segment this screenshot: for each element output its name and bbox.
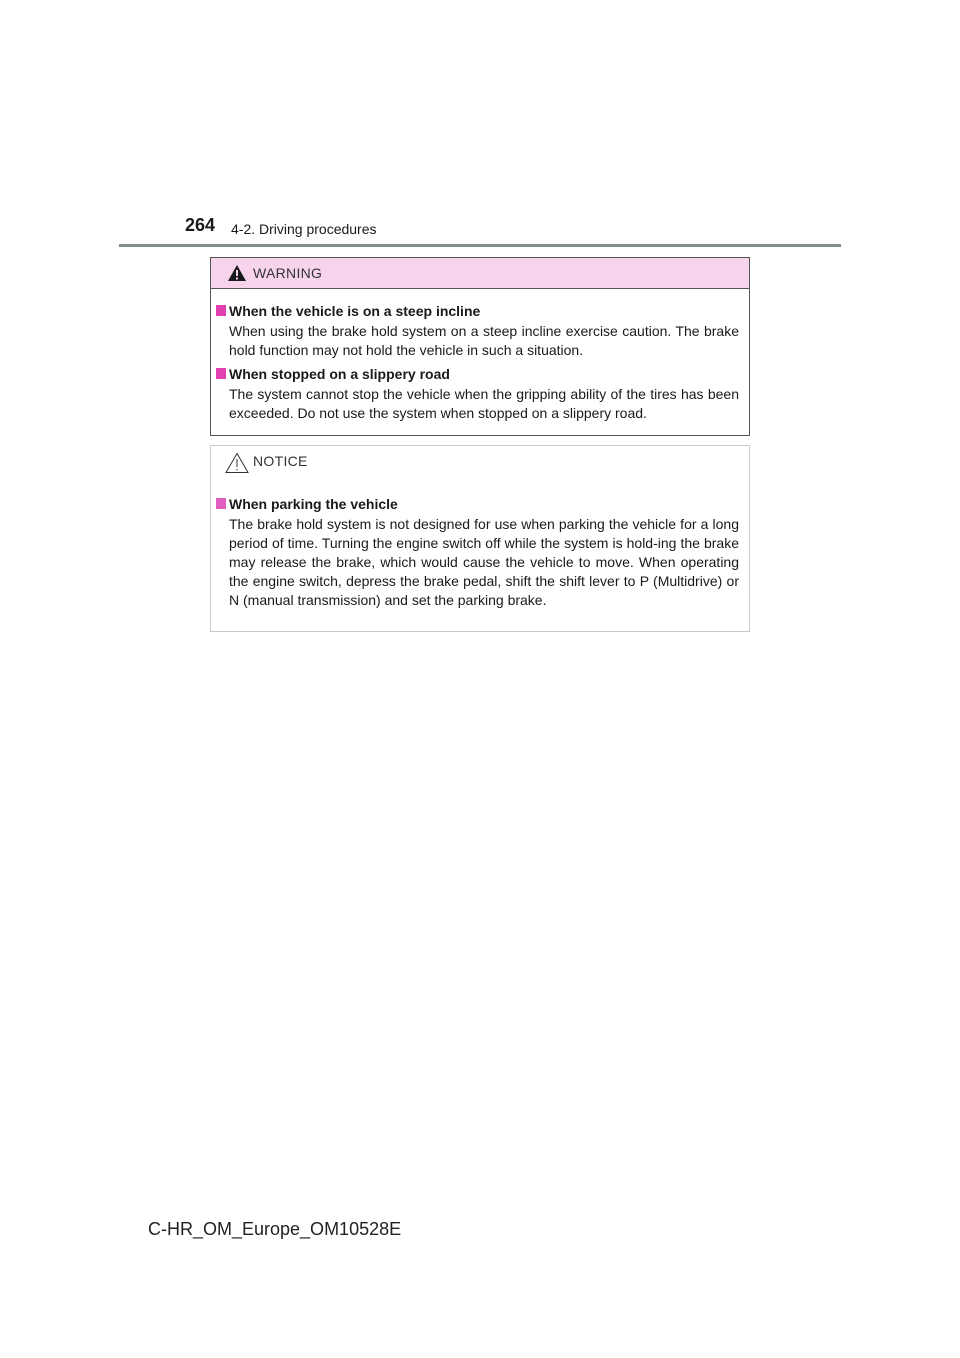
- warning-icon: [227, 264, 247, 282]
- notice-icon: [225, 452, 249, 474]
- warning-item-body: When using the brake hold system on a steep incline exercise caution. The brake hold function may not hold the vehicle in such a situation.: [229, 323, 739, 358]
- warning-box: [210, 257, 750, 436]
- page-number: 264: [185, 215, 216, 235]
- header-rule: [119, 244, 841, 247]
- notice-label: NOTICE: [253, 453, 308, 469]
- notice-item-title: When parking the vehicle: [229, 496, 398, 512]
- bullet-icon: [216, 498, 226, 509]
- document-code: C-HR_OM_Europe_OM10528E: [148, 1219, 402, 1239]
- section-title: 4-2. Driving procedures: [231, 221, 377, 237]
- bullet-icon: [216, 368, 226, 379]
- warning-label: WARNING: [253, 265, 323, 281]
- warning-item-title: When the vehicle is on a steep incline: [229, 303, 481, 319]
- warning-item: [211, 364, 749, 423]
- notice-box: [210, 445, 750, 632]
- notice-item-body: The brake hold system is not designed for use when parking the vehicle for a long period of time. Turning the engine switch off while the system is hold-ing the brake may release the brake, which would cause the vehicle to move. When operating the engine switch, depress the brake pedal, shift the shift lever to P (Multidrive) or N (manual transmission) and set the parking brake.: [229, 516, 739, 608]
- notice-header: [211, 446, 749, 482]
- warning-item-body: The system cannot stop the vehicle when the gripping ability of the tires has been exceeded. Do not use the system when stopped on a slippery road.: [229, 386, 739, 421]
- warning-item: [211, 301, 749, 360]
- page-header: [185, 215, 825, 243]
- warning-item-title: When stopped on a slippery road: [229, 366, 450, 382]
- warning-header: [211, 258, 749, 289]
- notice-item: [211, 494, 749, 610]
- bullet-icon: [216, 305, 226, 316]
